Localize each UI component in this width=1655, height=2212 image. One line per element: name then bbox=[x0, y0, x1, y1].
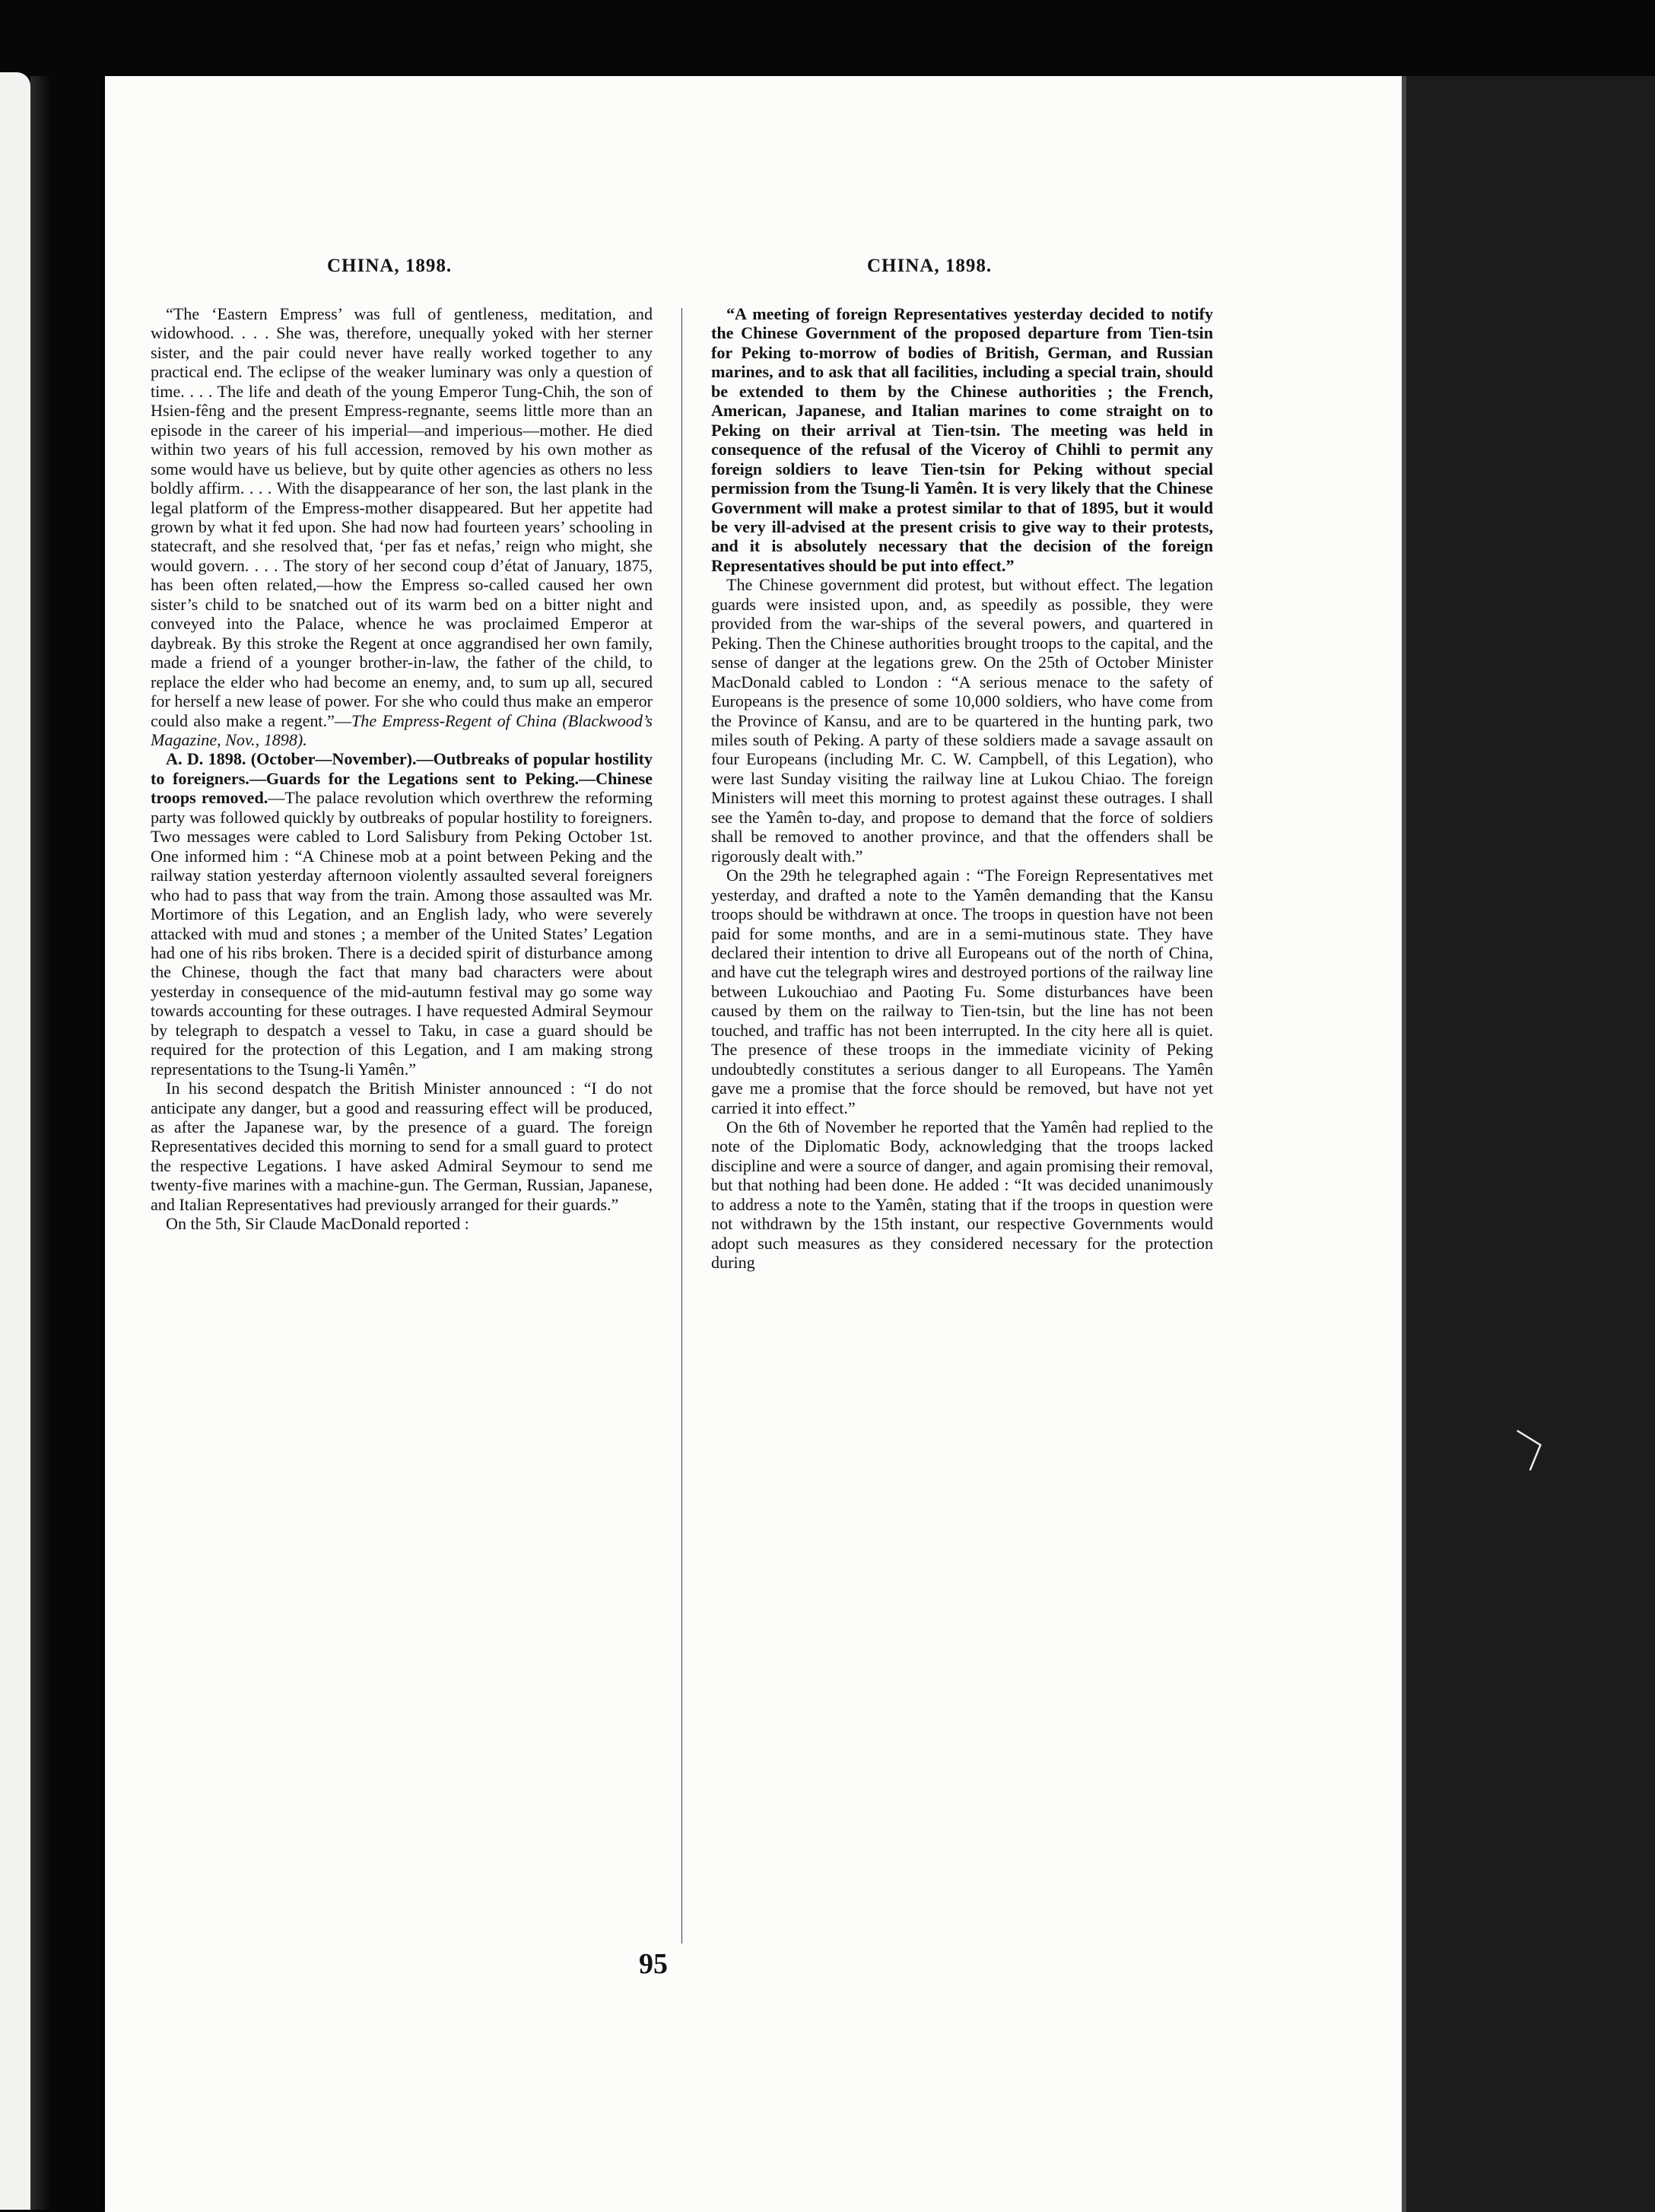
quote-text: “The ‘Eastern Empress’ was full of gentleness, meditation, and widowhood. . . . She was, therefore, unequally yoked with her sterner sister, and the pair could never have really worked together to any practical end. The eclipse of the weaker luminary was only a question of time. . . . The life and death of the young Emperor Tung-Chih, the son of Hsien-fêng and the present Empress-regnante, seems little more than an episode in the career of his imperial—and imperious—mother. He died within two years of his full accession, removed by his own mother as some would have us believe, but by quite other agencies as others no less boldly affirm. . . . With the disappearance of her son, the last plank in the legal platform of the Empress-mother disappeared. But her appetite had grown by what it fed upon. She had now had fourteen years’ schooling in statecraft, and she resolved that, ‘per fas et nefas,’ reign who might, she would govern. . . . The story of her second coup d’état of January, 1875, has been often related,—how the Empress so-called caused her own sister’s child to be snatched out of its warm bed on a bitter night and conveyed into the Palace, whence he was proclaimed Emperor at daybreak. By this stroke the Regent at once aggrandised her own family, made a friend of a younger brother-in-law, the father of the child, to replace the elder who had become an enemy, and, to sum up all, secured for herself a new lease of power. For she who could thus make an emperor could also make a regent.”— bbox=[151, 304, 653, 730]
left-column bbox=[151, 304, 653, 1947]
body-paragraph: On the 5th, Sir Claude MacDonald reported : bbox=[166, 1214, 469, 1234]
scan-artifact-mark: 〉 bbox=[1514, 1413, 1574, 1479]
quote-source: The Empress-Regent of China (Blackwood’s Magazine, Nov., 1898). bbox=[151, 710, 653, 749]
running-header-right: CHINA, 1898. bbox=[867, 256, 993, 276]
quote-paragraph bbox=[151, 304, 653, 749]
entry-paragraph bbox=[151, 749, 653, 1079]
body-paragraph: On the 29th he telegraphed again : “The Foreign Representatives met yesterday, and drafted a note to the Yamên demanding that the Kansu troops should be withdrawn at once. The troops in question have not been paid for some months, and are in a semi-mutinous state. They have declared their intention to drive all Europeans out of the north of China, and have cut the telegraph wires and destroyed portions of the railway line between Lukouchiao and Paoting Fu. Some disturbances have been caused by them on the railway to Tien-tsin, but the line has not been touched, and traffic has not been interrupted. In the city here all is quiet. The presence of these troops in the immediate vicinity of Peking undoubtedly constitutes a serious danger to all Europeans. The Yamên gave me a promise that the force should be removed, but have not yet carried it into effect.” bbox=[711, 866, 1213, 1117]
right-column bbox=[711, 304, 1213, 1947]
column-divider bbox=[681, 308, 682, 1943]
page-number: 95 bbox=[639, 1948, 668, 1980]
entry-text: —The palace revolution which overthrew the reforming party was followed quickly by outbreaks of popular hostility to foreigners. Two messages were cabled to Lord Salisbury from Peking October 1st. One informed him : “A Chinese mob at a point between Peking and the railway station yesterday afternoon violently assaulted several foreigners who had to pass that way from the train. Among those assaulted was Mr. Mortimore of this Legation, and an English lady, who were severely attacked with mud and stones ; a member of the United States’ Legation had one of his ribs broken. There is a decided spirit of disturbance among the Chinese, though the fact that many bad characters were about yesterday in consequence of the mid-autumn festival may go some way towards accounting for these outrages. I have requested Admiral Seymour by telegraph to despatch a vessel to Taku, in case a guard should be required for the protection of this Legation, and I am making strong representations to the Tsung-li Yamên.” bbox=[151, 788, 653, 1079]
body-paragraph: On the 6th of November he reported that the Yamên had replied to the note of the Diplomatic Body, acknowledging that the troops lacked discipline and were a source of danger, and again promising their removal, but that nothing had been done. He added : “It was decided unanimously to address a note to the Yamên, stating that if the troops in question were not withdrawn by the 15th instant, our respective Governments would adopt such measures as they considered necessary for the protection during bbox=[711, 1117, 1213, 1273]
scan-background bbox=[1402, 76, 1655, 2212]
entry-heading: A. D. 1898. (October—November).—Outbreaks of popular hostility to foreigners.—Guards for the Legations sent to Peking.—Chinese troops removed. bbox=[151, 749, 653, 808]
body-paragraph: In his second despatch the British Minister announced : “I do not anticipate any danger, but a good and reassuring effect will be produced, as after the Japanese war, by the presence of a guard. The foreign Representatives decided this morning to send for a small guard to protect the respective Legations. I have asked Admiral Seymour to send me twenty-five marines with a machine-gun. The German, Russian, Japanese, and Italian Representatives had previously arranged for their guards.” bbox=[151, 1079, 653, 1214]
quote-paragraph: “A meeting of foreign Representatives yesterday decided to notify the Chinese Government of the proposed departure from Tien-tsin for Peking to-morrow of bodies of British, German, and Russian marines, and to ask that all facilities, including a special train, should be extended to them by the Chinese authorities ; the French, American, Japanese, and Italian marines to come straight on to Peking on their arrival at Tien-tsin. The meeting was held in consequence of the refusal of the Viceroy of Chihli to permit any foreign soldiers to leave Tien-tsin for Peking without special permission from the Tsung-li Yamên. It is very likely that the Chinese Government will make a protest similar to that of 1895, but it would be very ill-advised at the present crisis to give way to their protests, and it is absolutely necessary that the decision of the foreign Representatives should be put into effect.” bbox=[711, 304, 1213, 575]
body-paragraph: The Chinese government did protest, but without effect. The legation guards were insisted upon, and, as speedily as possible, they were provided from the war-ships of the several powers, and quartered in Peking. Then the Chinese authorities brought troops to the capital, and the sense of danger at the legations grew. On the 25th of October Minister MacDonald cabled to London : “A serious menace to the safety of Europeans is the presence of some 10,000 soldiers, who have come from the Province of Kansu, and are to be quartered in the hunting park, two miles south of Peking. A party of these soldiers made a savage assault on four Europeans (including Mr. C. W. Campbell, of this Legation), who were last Sunday visiting the railway line at Lukou Chiao. The foreign Ministers will meet this morning to protest against these outrages. I shall see the Yamên to-day, and propose to demand that the force of soldiers shall be removed to another province, and that the offenders shall be rigorously dealt with.” bbox=[711, 575, 1213, 866]
running-header-left: CHINA, 1898. bbox=[327, 256, 453, 276]
page-edge-stripe bbox=[1402, 76, 1406, 2212]
adjacent-page-edge bbox=[0, 72, 30, 2210]
binding-shadow bbox=[30, 76, 50, 2210]
